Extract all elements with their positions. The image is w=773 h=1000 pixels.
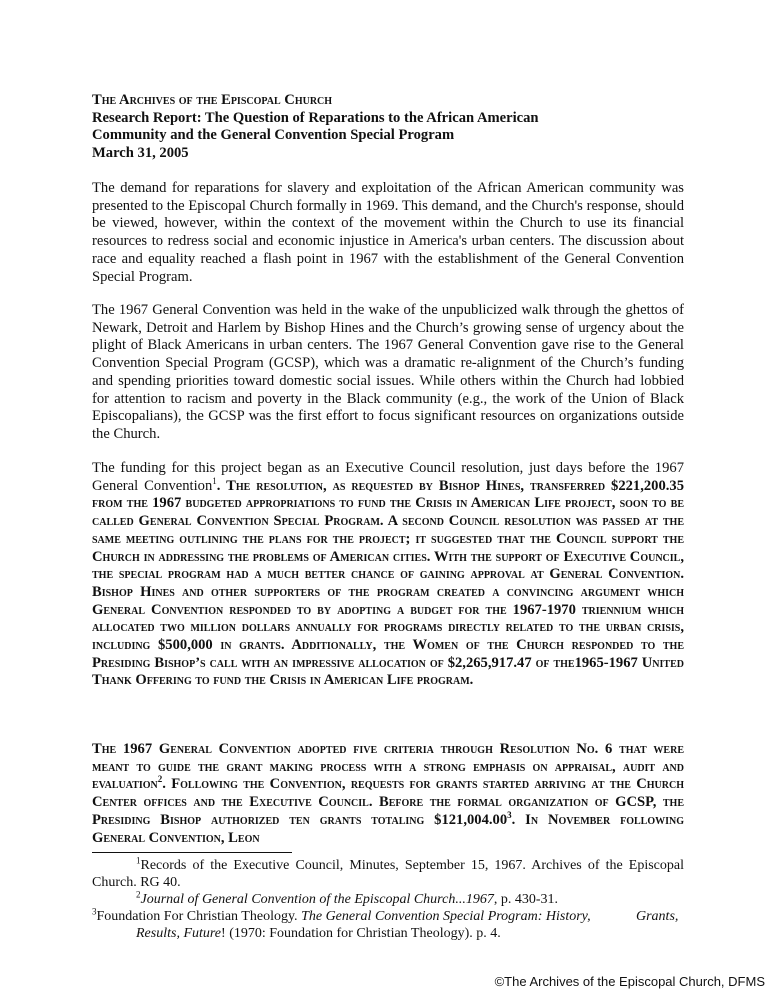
footnote-2-title: Journal of General Convention of the Episcopal Church...1967 [140, 892, 494, 907]
footnote-3 [92, 908, 688, 942]
footnote-3-title-cont: Results, Future [136, 926, 222, 941]
report-header [92, 92, 692, 162]
footnote-3-publisher: Foundation For Christian Theology. [96, 909, 302, 924]
footnote-ref-3: 3 [507, 809, 512, 820]
paragraph-3-intro: The funding for this project began as an Executive Council resolution, just days before the 1967 General Convention [92, 460, 684, 494]
footnote-2 [136, 891, 696, 908]
footnote-1-text: Records of the Executive Council, Minutes, September 15, 1967. Archives of the Episcopal Church. RG 40. [92, 858, 684, 890]
archives-title: The Archives of the Episcopal Church [92, 92, 333, 108]
paragraph-4-c: . In November following General Convention, Leon [92, 811, 684, 846]
report-title-line-1: Research Report: The Question of Reparations to the African American [92, 109, 539, 126]
footnote-2-rest: , p. 430-31. [493, 892, 559, 907]
footnote-3-grants: Grants, [636, 909, 679, 924]
paragraph-4 [92, 741, 684, 847]
footnote-1-mark: 1 [136, 855, 141, 866]
footnote-ref-2: 2 [157, 774, 163, 785]
footnote-3-mark: 3 [92, 906, 97, 917]
footnote-3-rest: ! (1970: Foundation for Christian Theology). p. 4. [221, 926, 501, 941]
footnote-divider [92, 852, 292, 853]
copyright-notice: ©The Archives of the Episcopal Church, DFMS [494, 974, 765, 989]
paragraph-3-rest: . The resolution, as requested by Bishop Hines, transferred $221,200.35 from the 1967 budgeted appropriations to fund the Crisis in American Life project, soon to be called General Convention Special Program. A second Council resolution was passed at the same meeting outlining the plans for the project; it suggested that the Council support the Church in addressing the problems of American cities. With the support of Executive Council, the special program had a much better chance of gaining approval at General Convention. Bishop Hines and other supporters of the program created a convincing argument which General Convention responded to by adopting a budget for the 1967-1970 triennium which allocated two million dollars annually for programs directly related to the urban crisis, including $500,000 in grants. Additionally, the Women of the Church responded to the Presiding Bishop’s call with an impressive allocation of $2,265,917.47 of the1965-1967 United Thank Offering to fund the Crisis in American Life program. [92, 477, 684, 689]
footnote-3-title: The General Convention Special Program: History, [301, 909, 591, 924]
paragraph-2: The 1967 General Convention was held in the wake of the unpublicized walk through the ghettos of Newark, Detroit and Harlem by Bishop Hines and the Church’s growing sense of urgency about the plight of Black Americans in urban centers. The 1967 General Convention gave rise to the General Convention Special Program (GCSP), which was a dramatic re-alignment of the Church’s funding and spending priorities toward domestic social issues. While others within the Church had lobbied for attention to racism and poverty in the Black community (e.g., the work of the Union of Black Episcopalians), the GCSP was the first effort to focus significant resources on organizations outside the Church. [92, 302, 684, 442]
footnote-ref-1: 1 [212, 475, 217, 486]
paragraph-4-b: . Following the Convention, requests for grants started arriving at the Church Center offices and the Executive Council. Before the formal organization of GCSP, the Presiding Bishop authorized ten grants totaling $121,004.00 [92, 776, 684, 828]
paragraph-1: The demand for reparations for slavery and exploitation of the African American community was presented to the Episcopal Church formally in 1969. This demand, and the Church's response, should be viewed, however, within the context of the movement within the Church to use its financial resources to redress social and economic injustice in America's urban centers. The discussion about race and equality reached a flash point in 1967 with the establishment of the General Convention Special Program. [92, 180, 684, 285]
paragraph-3 [92, 460, 684, 690]
paragraph-4-a: The 1967 General Convention adopted five criteria through Resolution No. 6 that were meant to guide the grant making process with a strong emphasis on appraisal, audit and evaluation [92, 741, 684, 793]
footnote-2-mark: 2 [136, 889, 141, 900]
footnote-1 [92, 857, 684, 891]
report-date: March 31, 2005 [92, 144, 189, 161]
report-title-line-2: Community and the General Convention Special Program [92, 127, 455, 143]
